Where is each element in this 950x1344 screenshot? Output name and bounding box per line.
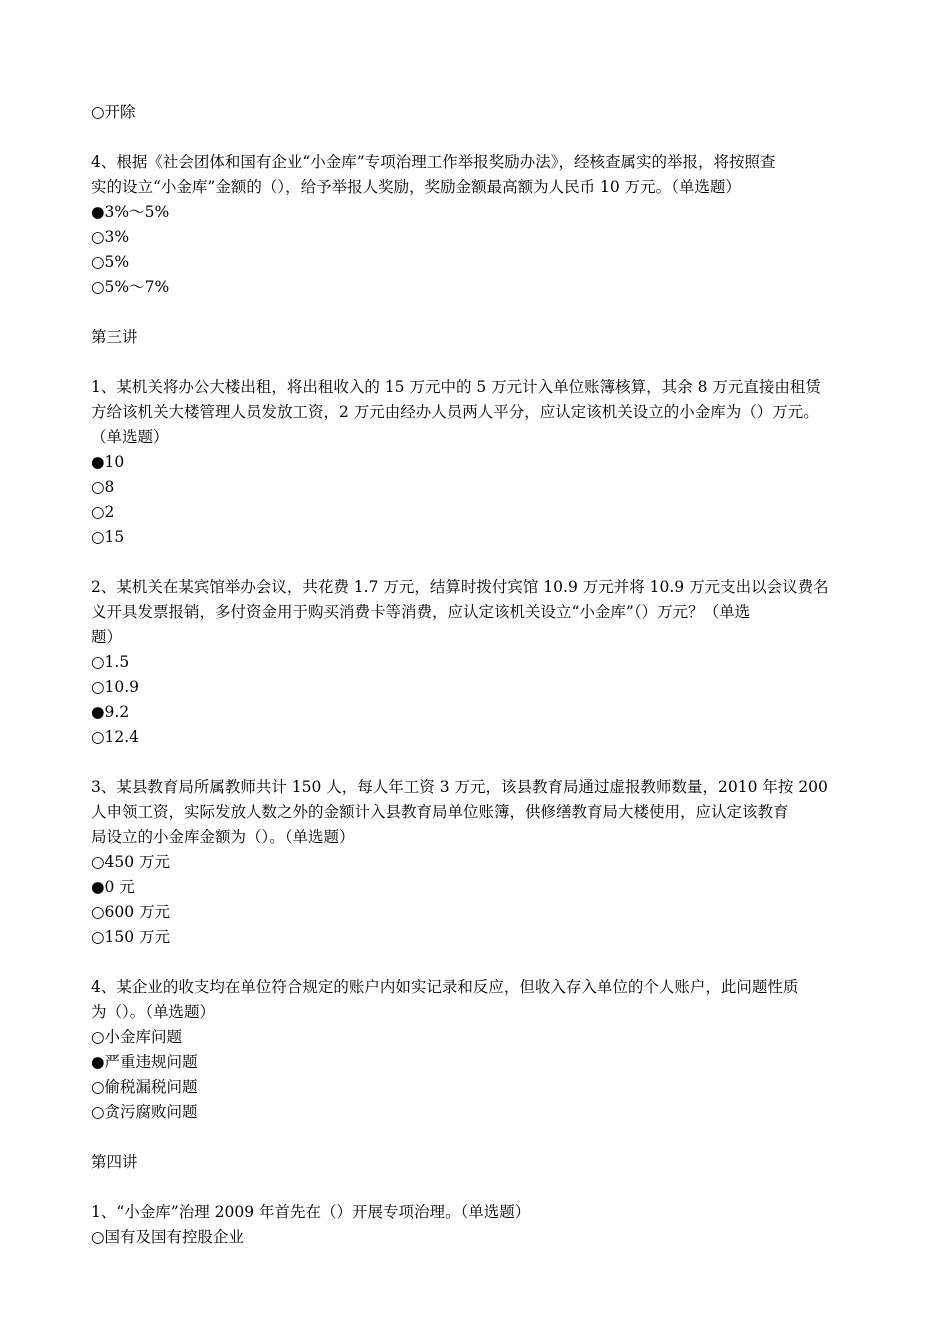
question-text-line: 4、根据《社会团体和国有企业“小金库”专项治理工作举报奖励办法》，经核查属实的举报，将按照查 <box>91 153 776 171</box>
question-text-line: 人申领工资，实际发放人数之外的金额计入县教育局单位账簿，供修缮教育局大楼使用，应认定该教育 <box>91 803 789 821</box>
section-heading: 第三讲 <box>91 328 138 346</box>
answer-option: ○150 万元 <box>91 928 171 946</box>
question-text-line: 1、某机关将办公大楼出租，将出租收入的 15 万元中的 5 万元计入单位账簿核算，其余 8 万元直接由租赁 <box>91 378 821 396</box>
paragraph-gap <box>91 950 881 975</box>
document-page <box>91 100 881 1250</box>
paragraph-gap <box>91 300 881 325</box>
answer-option: ○5% <box>91 253 130 271</box>
answer-option: ○3% <box>91 228 130 246</box>
paragraph-gap <box>91 550 881 575</box>
answer-option: ○450 万元 <box>91 853 171 871</box>
paragraph-gap <box>91 1125 881 1150</box>
paragraph-gap <box>91 350 881 375</box>
section-heading: 第四讲 <box>91 1153 138 1171</box>
answer-option: ○贪污腐败问题 <box>91 1103 198 1121</box>
answer-option: ○国有及国有控股企业 <box>91 1228 245 1246</box>
question-text-line: 义开具发票报销，多付资金用于购买消费卡等消费，应认定该机关设立“小金库”（）万元？（单选 <box>91 603 751 621</box>
question-text-line: （单选题） <box>91 428 169 446</box>
paragraph-gap <box>91 1175 881 1200</box>
question-text-line: 方给该机关大楼管理人员发放工资，2 万元由经办人员两人平分，应认定该机关设立的小金库为（）万元。 <box>91 403 819 421</box>
answer-option: ○偷税漏税问题 <box>91 1078 198 1096</box>
question-text-line: 2、某机关在某宾馆举办会议，共花费 1.7 万元，结算时拨付宾馆 10.9 万元并将 10.9 万元支出以会议费名 <box>91 578 829 596</box>
question-text-line: 实的设立“小金库”金额的（），给予举报人奖励，奖励金额最高额为人民币 10 万元。（单选题） <box>91 178 741 196</box>
answer-option: ○2 <box>91 503 115 521</box>
answer-option: ○8 <box>91 478 115 496</box>
answer-option: ○10.9 <box>91 678 140 696</box>
question-text-line: 1、“小金库”治理 2009 年首先在（）开展专项治理。（单选题） <box>91 1203 531 1221</box>
question-text-line: 题） <box>91 628 123 646</box>
paragraph-gap <box>91 125 881 150</box>
question-text-line: 4、某企业的收支均在单位符合规定的账户内如实记录和反应，但收入存入单位的个人账户，此问题性质 <box>91 978 799 996</box>
paragraph-gap <box>91 750 881 775</box>
answer-option: ○小金库问题 <box>91 1028 183 1046</box>
answer-option: ○12.4 <box>91 728 140 746</box>
answer-option: ○5%～7% <box>91 278 170 296</box>
answer-option: ○1.5 <box>91 653 130 671</box>
question-text-line: 3、某县教育局所属教师共计 150 人，每人年工资 3 万元，该县教育局通过虚报教师数量，2010 年按 200 <box>91 778 828 796</box>
question-text-line: 局设立的小金库金额为（）。（单选题） <box>91 828 355 846</box>
answer-option: ●0 元 <box>91 878 135 896</box>
answer-option: ○开除 <box>91 103 136 121</box>
question-text-line: 为（）。（单选题） <box>91 1003 216 1021</box>
answer-option: ○15 <box>91 528 125 546</box>
answer-option: ●3%～5% <box>91 203 170 221</box>
answer-option: ●10 <box>91 453 125 471</box>
answer-option: ●严重违规问题 <box>91 1053 198 1071</box>
answer-option: ○600 万元 <box>91 903 171 921</box>
answer-option: ●9.2 <box>91 703 130 721</box>
